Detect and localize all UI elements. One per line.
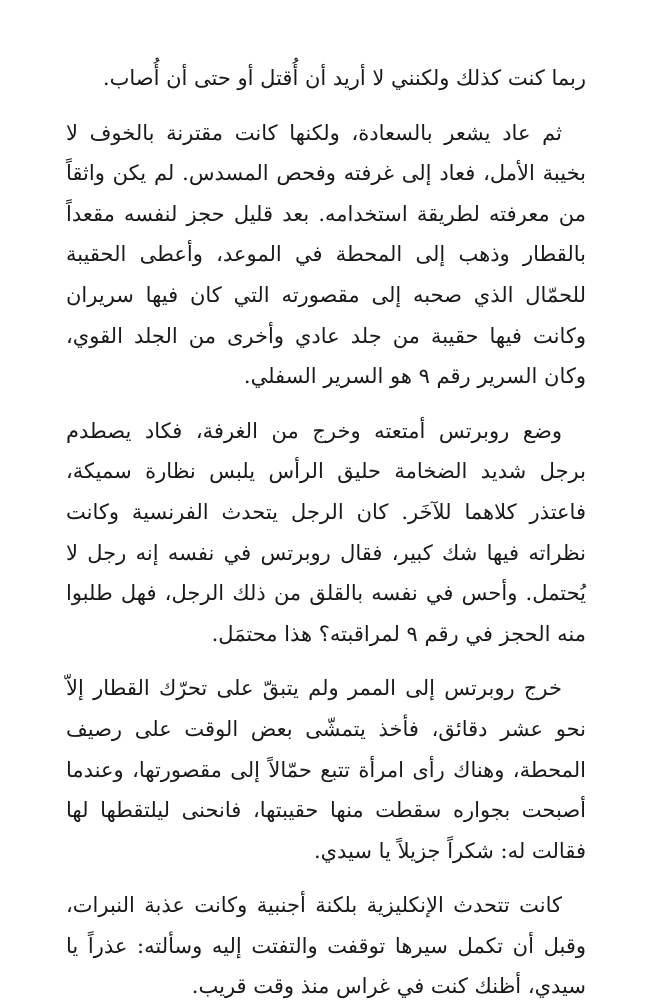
paragraph-gap [66, 397, 586, 411]
paragraph-5: كانت تتحدث الإنكليزية بلكنة أجنبية وكانت عذبة النبرات، وقبل أن تكمل سيرها توقفت والتفتت إليه وسألته: عذراً يا سيدي، أظنك كنت في غراس منذ وقت قريب. [66, 893, 586, 999]
paragraph-gap [66, 99, 586, 113]
paragraph-1: ربما كنت كذلك ولكنني لا أريد أن أُقتل أو حتى أن أُصاب. [102, 66, 586, 90]
paragraph-3: وضع روبرتس أمتعته وخرج من الغرفة، فكاد يصطدم برجل شديد الضخامة حليق الرأس يلبس نظارة سميكة، فاعتذر كلاهما للآخَر. كان الرجل يتحدث الفرنسية وكانت نظراته فيها شك كبير، فقال روبرتس في نفسه إنه رجل لا يُحتمل. وأحس في نفسه بالقلق من ذلك الرجل، فهل طلبوا منه الحجز في رقم ٩ لمراقبته؟ هذا محتمَل. [66, 418, 586, 646]
paragraph-gap [66, 871, 586, 885]
paragraph-4: خرج روبرتس إلى الممر ولم يتبقّ على تحرّك القطار إلاّ نحو عشر دقائق، فأخذ يتمشّى بعض الوقت على رصيف المحطة، وهناك رأى امرأة تتبع حمّالاً إلى مقصورتها، وعندما أصبحت بجواره سقطت منها حقيبتها، فانحنى ليلتقطها لها فقالت له: شكراً جزيلاً يا سيدي. [66, 676, 586, 863]
paragraph-gap [66, 654, 586, 668]
book-page-text [66, 58, 586, 1007]
paragraph-2: ثم عاد يشعر بالسعادة، ولكنها كانت مقترنة بالخوف لا بخيبة الأمل، فعاد إلى غرفته وفحص المسدس. لم يكن واثقاً من معرفته لطريقة استخدامه. بعد قليل حجز لنفسه مقعداً بالقطار وذهب إلى المحطة في الموعد، وأعطى الحقيبة للحمّال الذي صحبه إلى مقصورته التي كان فيها سريران وكانت فيها حقيبة من جلد عادي وأخرى من الجلد القوي، وكان السرير رقم ٩ هو السرير السفلي. [66, 120, 586, 389]
